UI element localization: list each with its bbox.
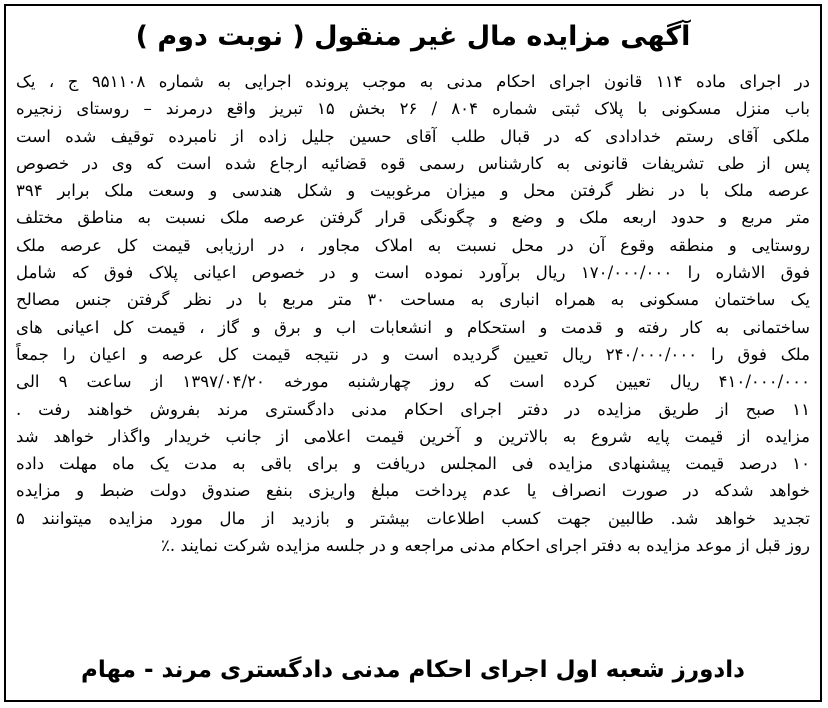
notice-body-line: ملکی آقای رستم خدادادی که در قبال طلب آقای حسین جلیل زاده از نامبرده توقیف شده است — [16, 126, 810, 146]
notice-body-line: ساختمانی به کار رفته و قدمت و استحکام و انشعابات اب و برق و گاز ، قیمت کل اعیانی های — [16, 317, 810, 337]
notice-body-line: ۱۰ درصد قیمت پیشنهادی مزایده فی المجلس دریافت و برای باقی به مدت یک ماه مهلت داده — [16, 454, 810, 474]
notice-body-line: ۴۱۰/۰۰۰/۰۰۰ ریال تعیین کرده است که روز چهارشنبه مورخه ۱۳۹۷/۰۴/۲۰ از ساعت ۹ الی — [16, 372, 810, 392]
notice-frame — [4, 4, 822, 702]
notice-title: آگهی مزایده مال غیر منقول ( نوبت دوم ) — [135, 21, 691, 52]
notice-body-line: یک ساختمان مسکونی به همراه انباری به مساحت ۳۰ متر مربع با در نظر گرفتن جنس مصالح — [16, 290, 810, 310]
notice-body-line: مزایده از قیمت پایه شروع به بالاترین و آخرین قیمت اعلامی از جانب خریدار واگذار خواهد شد — [16, 426, 810, 446]
notice-body-line: تجدید خواهد شد. طالبین جهت کسب اطلاعات بیشتر و بازدید از مال مورد مزایده میتوانند ۵ — [16, 508, 810, 528]
notice-signature: دادورز شعبه اول اجرای احکام مدنی دادگستری مرند - مهام — [81, 657, 745, 683]
notice-body-line: روز قبل از موعد مزایده به دفتر اجرای احکام مدنی مراجعه و در جلسه مزایده شرکت نمایند .٪ — [160, 536, 810, 556]
notice-body-line: در اجرای ماده ۱۱۴ قانون اجرای احکام مدنی به موجب پرونده اجرایی به شماره ۹۵۱۱۰۸ ج ، یک — [16, 72, 810, 91]
notice-body-line: ۱۱ صبح از طریق مزایده در دفتر اجرای احکام مدنی دادگستری مرند بفروش خواهند رفت . — [16, 399, 810, 419]
notice-body-line: فوق الاشاره را ۱۷۰/۰۰۰/۰۰۰ ریال برآورد نموده است و در خصوص اعیانی پلاک فوق که شامل — [16, 263, 810, 283]
notice-body-line: خواهد شدکه در صورت انصراف یا عدم پرداخت مبلغ واریزی بنفع صندوق دولت ضبط و مزایده — [16, 481, 810, 501]
notice-body-line: متر مربع و حدود اربعه ملک و وضع و چگونگی قرار گرفتن عرصه ملک نسبت به مناطق مختلف — [16, 208, 810, 228]
notice-body-line: روستایی و منطقه وقوع آن در محل نسبت به املاک مجاور ، در ارزیابی قیمت کل عرصه ملک — [16, 235, 810, 255]
notice-body-line: ملک فوق را ۲۴۰/۰۰۰/۰۰۰ ریال تعیین گردیده است و در نتیجه قیمت کل عرصه و اعیان را جمعاً — [16, 344, 810, 364]
notice-body — [16, 68, 810, 559]
notice-body-line: عرصه ملک با در نظر گرفتن محل و میزان مرغوبیت و شکل هندسی و وسعت ملک برابر ۳۹۴ — [16, 181, 810, 201]
notice-body-line: باب منزل مسکونی با پلاک ثبتی شماره ۸۰۴ / ۲۶ بخش ۱۵ تبریز واقع درمرند – روستای زنجیره — [16, 99, 810, 119]
notice-body-line: پس از طی تشریفات قانونی به کارشناس رسمی قوه قضائیه ارجاع شده است که وی در خصوص — [16, 153, 810, 173]
